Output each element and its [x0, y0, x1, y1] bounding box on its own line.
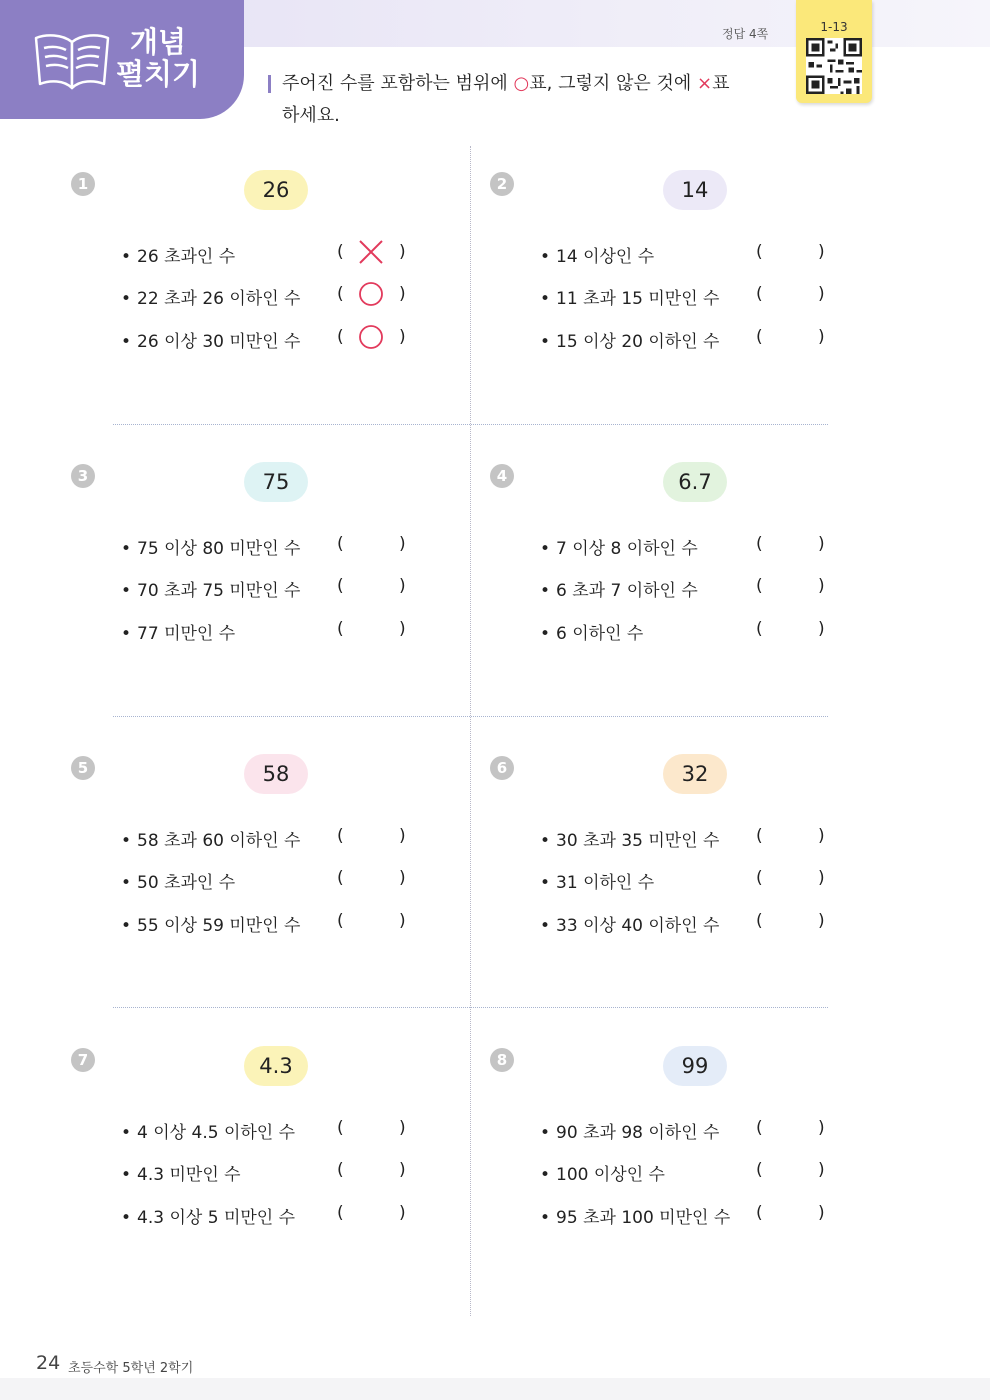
answer-blank[interactable]: [776, 1114, 804, 1142]
problem-4: [490, 464, 890, 714]
answer-blank[interactable]: [776, 238, 804, 266]
answer-reference: 정답 4쪽: [722, 27, 769, 41]
range-item-text: 55 이상 59 미만인 수: [137, 916, 301, 936]
range-item: [121, 1160, 241, 1185]
answer-blank[interactable]: [357, 822, 385, 850]
qr-tab[interactable]: [796, 0, 872, 103]
range-item: [540, 576, 698, 601]
answer-blank[interactable]: [357, 572, 385, 600]
range-item-text: 26 초과인 수: [137, 247, 236, 267]
answer-blank[interactable]: [357, 907, 385, 935]
problem-number-badge: 6: [490, 756, 514, 780]
paren-close: ): [399, 868, 406, 888]
paren-open: (: [337, 1160, 344, 1180]
bullet: •: [540, 289, 551, 309]
range-item: [121, 1203, 295, 1228]
paren-close: ): [399, 826, 406, 846]
paren-close: ): [818, 1203, 825, 1223]
range-item: [121, 327, 300, 352]
qr-code-icon[interactable]: [806, 38, 862, 94]
paren-open: (: [337, 1118, 344, 1138]
problem-7: [71, 1048, 471, 1298]
bullet: •: [540, 1165, 551, 1185]
paren-close: ): [818, 868, 825, 888]
paren-close: ): [818, 242, 825, 262]
range-item: [540, 911, 719, 936]
range-item-text: 6 이하인 수: [556, 624, 644, 644]
target-number: 14: [663, 170, 727, 210]
answer-blank[interactable]: [776, 572, 804, 600]
paren-close: ): [818, 1160, 825, 1180]
problem-2: [490, 172, 890, 422]
target-number: 4.3: [244, 1046, 308, 1086]
bullet: •: [121, 289, 132, 309]
range-item-text: 26 이상 30 미만인 수: [137, 332, 301, 352]
range-item-text: 95 초과 100 미만인 수: [556, 1208, 731, 1228]
problem-3: [71, 464, 471, 714]
answer-blank[interactable]: [776, 530, 804, 558]
range-item-text: 50 초과인 수: [137, 873, 236, 893]
paren-open: (: [337, 284, 344, 304]
answer-blank[interactable]: [776, 323, 804, 351]
range-item: [121, 534, 300, 559]
bullet: •: [540, 831, 551, 851]
range-item: [540, 826, 719, 851]
range-item: [540, 327, 719, 352]
paren-close: ): [399, 242, 406, 262]
range-item-text: 58 초과 60 이하인 수: [137, 831, 301, 851]
paren-close: ): [818, 911, 825, 931]
answer-blank[interactable]: [776, 864, 804, 892]
range-item: [540, 1118, 719, 1143]
cross-mark-icon: ×: [696, 73, 713, 94]
problem-number-badge: 7: [71, 1048, 95, 1072]
paren-open: (: [756, 868, 763, 888]
problem-number-badge: 8: [490, 1048, 514, 1072]
bullet: •: [121, 624, 132, 644]
paren-open: (: [756, 576, 763, 596]
bullet: •: [540, 581, 551, 601]
answer-blank[interactable]: [776, 822, 804, 850]
row-divider: [113, 1007, 828, 1008]
range-item: [540, 1203, 730, 1228]
range-item: [540, 619, 643, 644]
paren-close: ): [818, 1118, 825, 1138]
paren-open: (: [756, 1160, 763, 1180]
answer-blank[interactable]: [776, 1199, 804, 1227]
qr-code-label: 1-13: [820, 20, 848, 34]
page-number: 24: [36, 1352, 61, 1374]
range-item: [540, 1160, 665, 1185]
range-item-text: 6 초과 7 이하인 수: [556, 581, 698, 601]
instruction-text-b: 표, 그렇지 않은 것에: [529, 73, 697, 94]
range-item-text: 100 이상인 수: [556, 1165, 665, 1185]
range-item: [540, 284, 719, 309]
paren-open: (: [337, 868, 344, 888]
bullet: •: [121, 581, 132, 601]
paren-open: (: [337, 576, 344, 596]
target-number: 75: [244, 462, 308, 502]
target-number: 99: [663, 1046, 727, 1086]
range-item-text: 31 이하인 수: [556, 873, 655, 893]
paren-close: ): [399, 327, 406, 347]
paren-open: (: [337, 826, 344, 846]
paren-open: (: [337, 911, 344, 931]
paren-close: ): [399, 284, 406, 304]
paren-close: ): [399, 911, 406, 931]
paren-open: (: [756, 1118, 763, 1138]
footer-band: [0, 1378, 990, 1400]
paren-open: (: [756, 284, 763, 304]
bullet: •: [540, 873, 551, 893]
paren-open: (: [756, 911, 763, 931]
paren-close: ): [399, 1160, 406, 1180]
paren-close: ): [399, 1203, 406, 1223]
target-number: 32: [663, 754, 727, 794]
paren-open: (: [756, 619, 763, 639]
paren-open: (: [337, 327, 344, 347]
section-title: [116, 26, 200, 90]
bullet: •: [540, 624, 551, 644]
paren-close: ): [399, 1118, 406, 1138]
problem-1: [71, 172, 471, 422]
answer-blank[interactable]: [357, 530, 385, 558]
answer-cross-mark[interactable]: [357, 238, 385, 266]
row-divider: [113, 716, 828, 717]
answer-blank[interactable]: [357, 1114, 385, 1142]
section-badge: [0, 0, 244, 119]
range-item: [121, 619, 235, 644]
section-title-line2: 펼치기: [116, 57, 201, 91]
answer-blank[interactable]: [357, 615, 385, 643]
answer-circle-mark[interactable]: [357, 323, 385, 351]
paren-close: ): [818, 327, 825, 347]
instruction-bar: [268, 75, 271, 93]
bullet: •: [121, 873, 132, 893]
range-item: [121, 868, 235, 893]
range-item: [121, 284, 300, 309]
range-item: [121, 826, 300, 851]
paren-close: ): [818, 619, 825, 639]
open-book-icon: [30, 26, 114, 96]
instruction-line2: 하세요.: [282, 105, 340, 126]
paren-open: (: [756, 242, 763, 262]
range-item-text: 22 초과 26 이하인 수: [137, 289, 301, 309]
paren-open: (: [756, 826, 763, 846]
answer-blank[interactable]: [357, 1156, 385, 1184]
instruction-text-c: 표: [712, 73, 730, 94]
range-item: [121, 1118, 295, 1143]
paren-close: ): [818, 534, 825, 554]
bullet: •: [121, 1165, 132, 1185]
bullet: •: [540, 1208, 551, 1228]
bullet: •: [540, 916, 551, 936]
target-number: 6.7: [663, 462, 727, 502]
range-item-text: 33 이상 40 이하인 수: [556, 916, 720, 936]
range-item-text: 90 초과 98 이하인 수: [556, 1123, 720, 1143]
instruction-text-a: 주어진 수를 포함하는 범위에: [282, 73, 514, 94]
target-number: 26: [244, 170, 308, 210]
answer-circle-mark[interactable]: [357, 280, 385, 308]
range-item-text: 75 이상 80 미만인 수: [137, 539, 301, 559]
bullet: •: [121, 247, 132, 267]
book-title: 초등수학 5학년 2학기: [68, 1361, 194, 1376]
paren-close: ): [818, 576, 825, 596]
paren-open: (: [337, 619, 344, 639]
problem-number-badge: 4: [490, 464, 514, 488]
range-item: [121, 576, 300, 601]
paren-close: ): [399, 576, 406, 596]
paren-close: ): [818, 826, 825, 846]
row-divider: [113, 424, 828, 425]
target-number: 58: [244, 754, 308, 794]
range-item: [540, 868, 654, 893]
answer-blank[interactable]: [776, 280, 804, 308]
bullet: •: [121, 1123, 132, 1143]
problem-6: [490, 756, 890, 1006]
paren-open: (: [756, 1203, 763, 1223]
paren-close: ): [399, 534, 406, 554]
paren-open: (: [337, 534, 344, 554]
paren-close: ): [818, 284, 825, 304]
problem-5: [71, 756, 471, 1006]
problem-number-badge: 2: [490, 172, 514, 196]
answer-blank[interactable]: [776, 1156, 804, 1184]
bullet: •: [540, 247, 551, 267]
answer-blank[interactable]: [357, 1199, 385, 1227]
range-item-text: 14 이상인 수: [556, 247, 655, 267]
bullet: •: [540, 539, 551, 559]
range-item-text: 70 초과 75 미만인 수: [137, 581, 301, 601]
bullet: •: [121, 916, 132, 936]
range-item: [540, 534, 698, 559]
section-title-line1: 개념: [130, 25, 187, 59]
range-item-text: 4.3 미만인 수: [137, 1165, 241, 1185]
range-item: [121, 242, 235, 267]
range-item: [540, 242, 654, 267]
instruction: [282, 68, 782, 132]
paren-open: (: [756, 327, 763, 347]
range-item-text: 15 이상 20 이하인 수: [556, 332, 720, 352]
paren-open: (: [756, 534, 763, 554]
paren-open: (: [337, 1203, 344, 1223]
answer-blank[interactable]: [357, 864, 385, 892]
bullet: •: [121, 332, 132, 352]
range-item: [121, 911, 300, 936]
problem-number-badge: 1: [71, 172, 95, 196]
answer-blank[interactable]: [776, 907, 804, 935]
range-item-text: 77 미만인 수: [137, 624, 236, 644]
bullet: •: [540, 332, 551, 352]
bullet: •: [121, 539, 132, 559]
range-item-text: 30 초과 35 미만인 수: [556, 831, 720, 851]
answer-blank[interactable]: [776, 615, 804, 643]
range-item-text: 4.3 이상 5 미만인 수: [137, 1208, 296, 1228]
range-item-text: 11 초과 15 미만인 수: [556, 289, 720, 309]
problem-number-badge: 5: [71, 756, 95, 780]
paren-open: (: [337, 242, 344, 262]
bullet: •: [121, 1208, 132, 1228]
problem-number-badge: 3: [71, 464, 95, 488]
problem-8: [490, 1048, 890, 1298]
bullet: •: [121, 831, 132, 851]
paren-close: ): [399, 619, 406, 639]
range-item-text: 7 이상 8 이하인 수: [556, 539, 698, 559]
circle-mark-icon: ○: [513, 73, 530, 94]
bullet: •: [540, 1123, 551, 1143]
range-item-text: 4 이상 4.5 이하인 수: [137, 1123, 296, 1143]
